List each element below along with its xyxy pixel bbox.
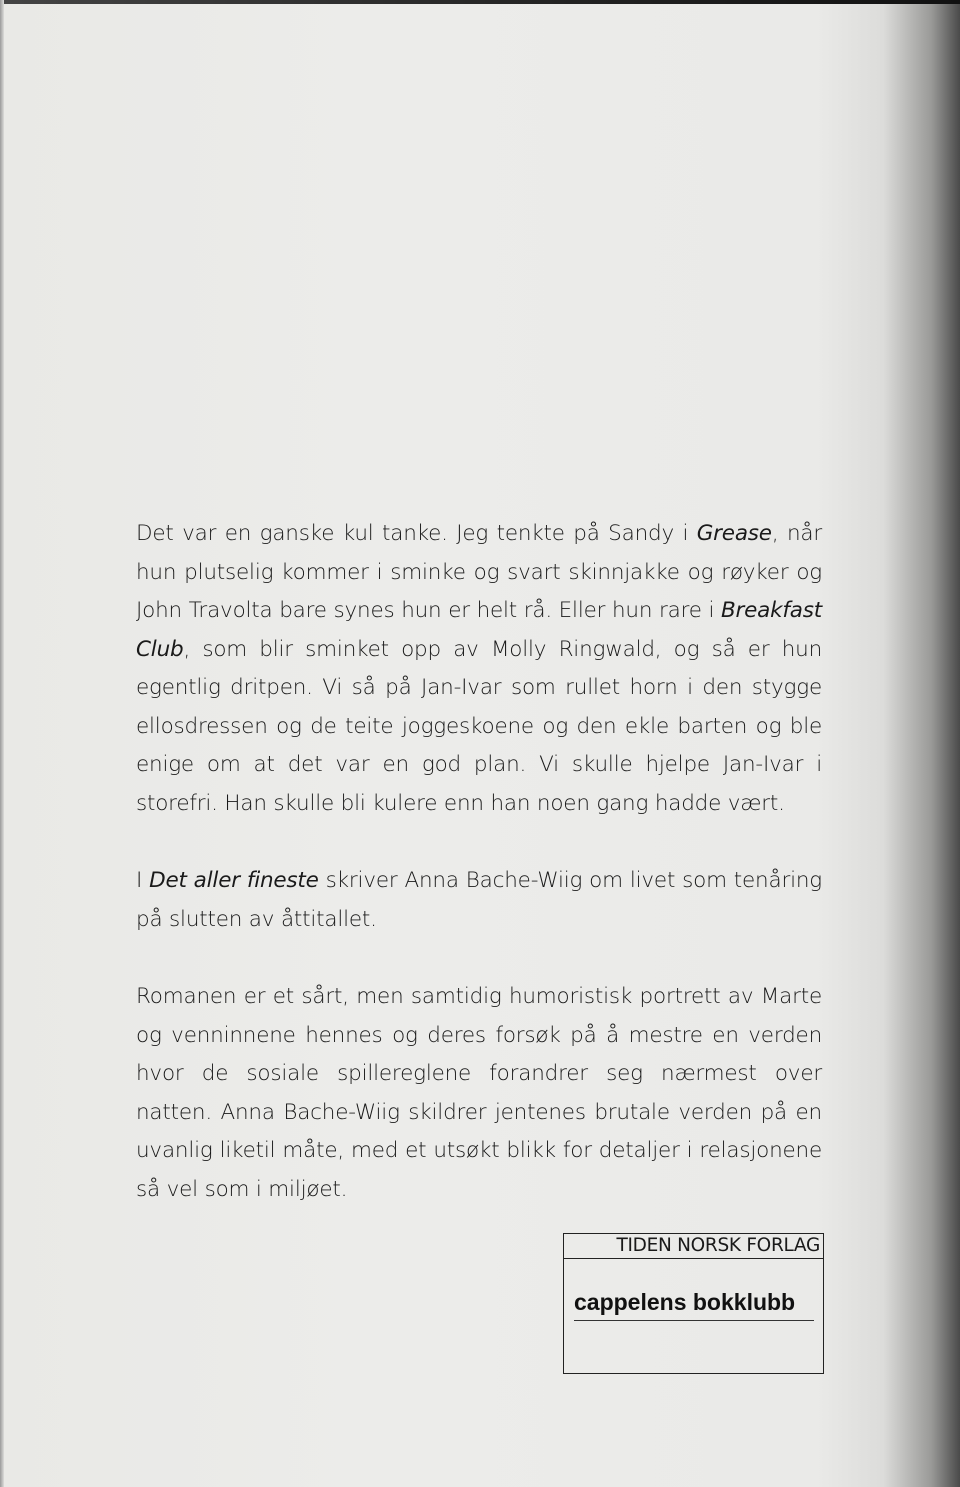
film-title-breakfast-club: Breakfast Club — [136, 598, 822, 662]
book-title: Det aller fineste — [149, 868, 319, 893]
film-title-grease: Grease — [696, 521, 772, 546]
intro-segment: skriver Anna Bache-Wiig om livet som tenåring på slutten av åttitallet. — [136, 868, 822, 932]
quote-segment: , når hun plutselig kommer i sminke og svart skinnjakke og røyker og John Travolta bare synes hun er helt rå. Eller hun rare i — [136, 521, 822, 623]
cover-left-edge — [0, 0, 4, 1487]
blurb-description: Romanen er et sårt, men samtidig humoristisk portrett av Marte og venninnene hennes og deres forsøk på å mestre en verden hvor de sosiale spillereglene forandrer seg nærmest over natten. Anna Bache-Wiig skildrer jentenes brutale verden på en uvanlig liketil måte, med et utsøkt blikk for detaljer i relasjonene så vel som i miljøet. — [136, 984, 822, 1202]
book-club-logo: cappelens bokklubb — [574, 1289, 796, 1315]
club-underline — [574, 1320, 814, 1321]
intro-segment: I — [136, 868, 150, 893]
back-cover-blurb — [136, 515, 822, 1209]
quote-segment: Det var en ganske kul tanke. Jeg tenkte på Sandy i — [136, 521, 697, 546]
publisher-box — [563, 1233, 824, 1374]
cover-top-edge — [0, 0, 960, 4]
quote-segment: , som blir sminket opp av Molly Ringwald, og så er hun egentlig dritpen. Vi så på Jan-Ivar som rullet horn i den stygge ellosdressen og de teite joggeskoene og den ekle barten og ble enige om at det var en god plan. Vi skulle hjelpe Jan-Ivar i storefri. Han skulle bli kulere enn han noen gang hadde vært. — [136, 636, 822, 816]
blurb-quote — [136, 515, 822, 823]
publisher-name: TIDEN NORSK FORLAG — [564, 1234, 823, 1259]
blurb-intro — [136, 862, 822, 939]
